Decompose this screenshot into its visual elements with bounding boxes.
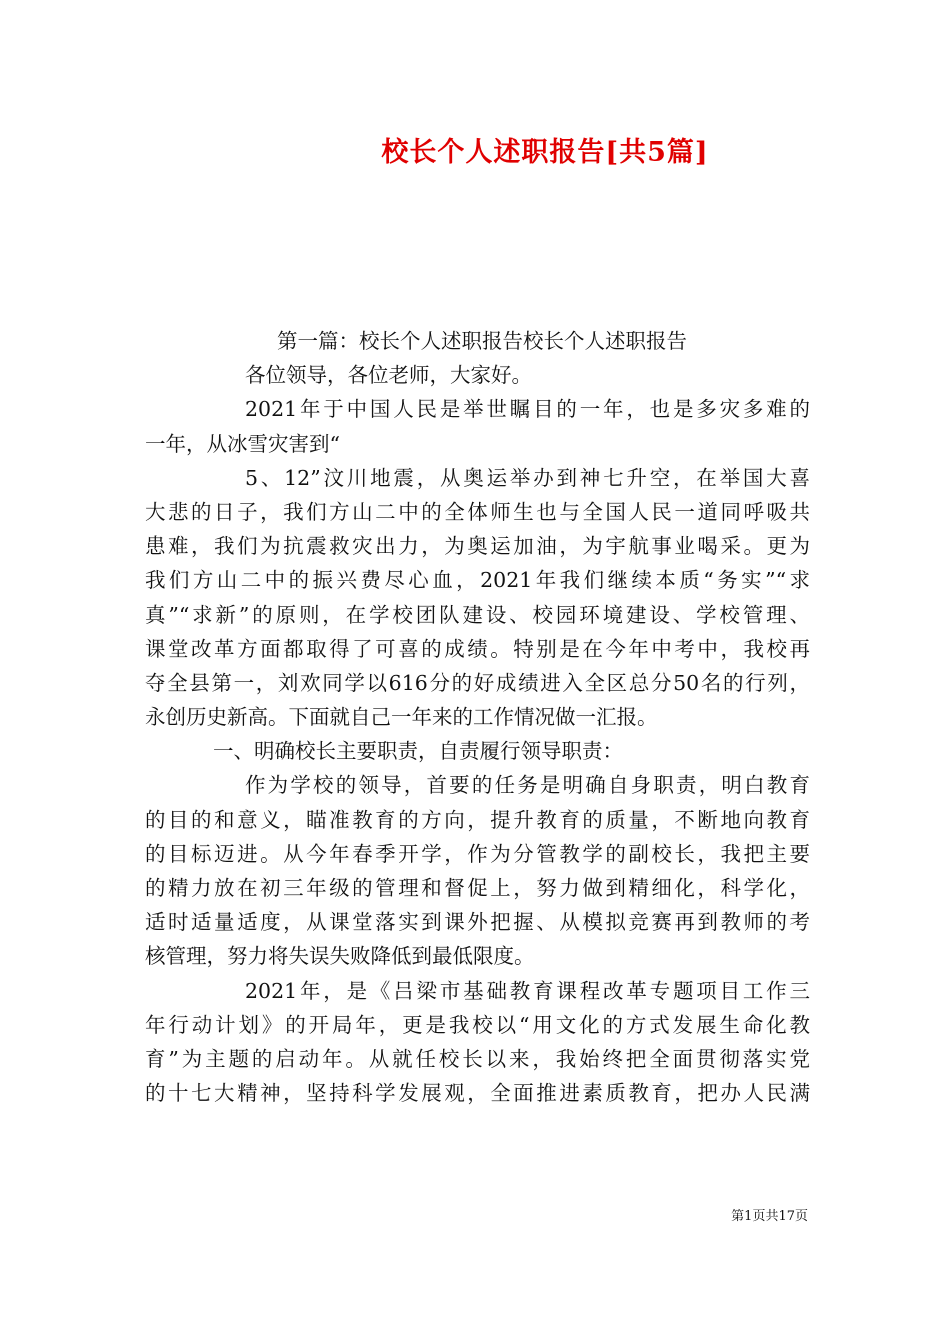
paragraph-line: 真”“求新”的原则，在学校团队建设、校园环境建设、学校管理、 (145, 602, 810, 627)
section-heading: 第一篇：校长个人述职报告校长个人述职报告 (277, 329, 687, 353)
paragraph-line: 的目标迈进。从今年春季开学，作为分管教学的副校长，我把主要 (145, 841, 810, 866)
paragraph-line: 大悲的日子，我们方山二中的全体师生也与全国人民一道同呼吸共 (145, 499, 810, 524)
paragraph-line: 的目的和意义，瞄准教育的方向，提升教育的质量，不断地向教育 (145, 807, 810, 832)
page-number: 第1页共17页 (731, 1209, 808, 1224)
paragraph-line: 我们方山二中的振兴费尽心血，2021年我们继续本质“务实”“求 (145, 568, 810, 593)
paragraph-line: 2021年，是《吕梁市基础教育课程改革专题项目工作三 (245, 978, 810, 1003)
page-title: 校长个人述职报告[共5篇] (381, 137, 709, 168)
document-body (145, 324, 810, 1110)
paragraph-line: 育”为主题的启动年。从就任校长以来，我始终把全面贯彻落实党 (145, 1046, 810, 1071)
paragraph-line: 患难，我们为抗震救灾出力，为奥运加油，为宇航事业喝采。更为 (145, 534, 810, 559)
paragraph-line: 2021年于中国人民是举世瞩目的一年，也是多灾多难的 (245, 397, 810, 422)
paragraph-line: 年行动计划》的开局年，更是我校以“用文化的方式发展生命化教 (145, 1012, 810, 1037)
paragraph-line: 作为学校的领导，首要的任务是明确自身职责，明白教育 (245, 773, 810, 798)
subsection-heading: 一、明确校长主要职责，自责履行领导职责： (213, 739, 623, 764)
paragraph-line: 永创历史新高。下面就自己一年来的工作情况做一汇报。 (145, 705, 658, 730)
paragraph-line: 课堂改革方面都取得了可喜的成绩。特别是在今年中考中，我校再 (145, 636, 810, 661)
paragraph-line: 核管理，努力将失误失败降低到最低限度。 (145, 944, 535, 969)
paragraph-line: 夺全县第一，刘欢同学以616分的好成绩进入全区总分50名的行列， (145, 670, 810, 695)
paragraph-line: 适时适量适度，从课堂落实到课外把握、从模拟竞赛再到教师的考 (145, 910, 810, 935)
paragraph-line: 一年，从冰雪灾害到“ (145, 431, 340, 456)
greeting-line: 各位领导，各位老师，大家好。 (245, 363, 532, 388)
paragraph-line: 5、12”汶川地震，从奥运举办到神七升空，在举国大喜 (245, 465, 810, 490)
paragraph-line: 的十七大精神，坚持科学发展观，全面推进素质教育，把办人民满 (145, 1081, 810, 1106)
paragraph-line: 的精力放在初三年级的管理和督促上，努力做到精细化，科学化， (145, 876, 810, 900)
